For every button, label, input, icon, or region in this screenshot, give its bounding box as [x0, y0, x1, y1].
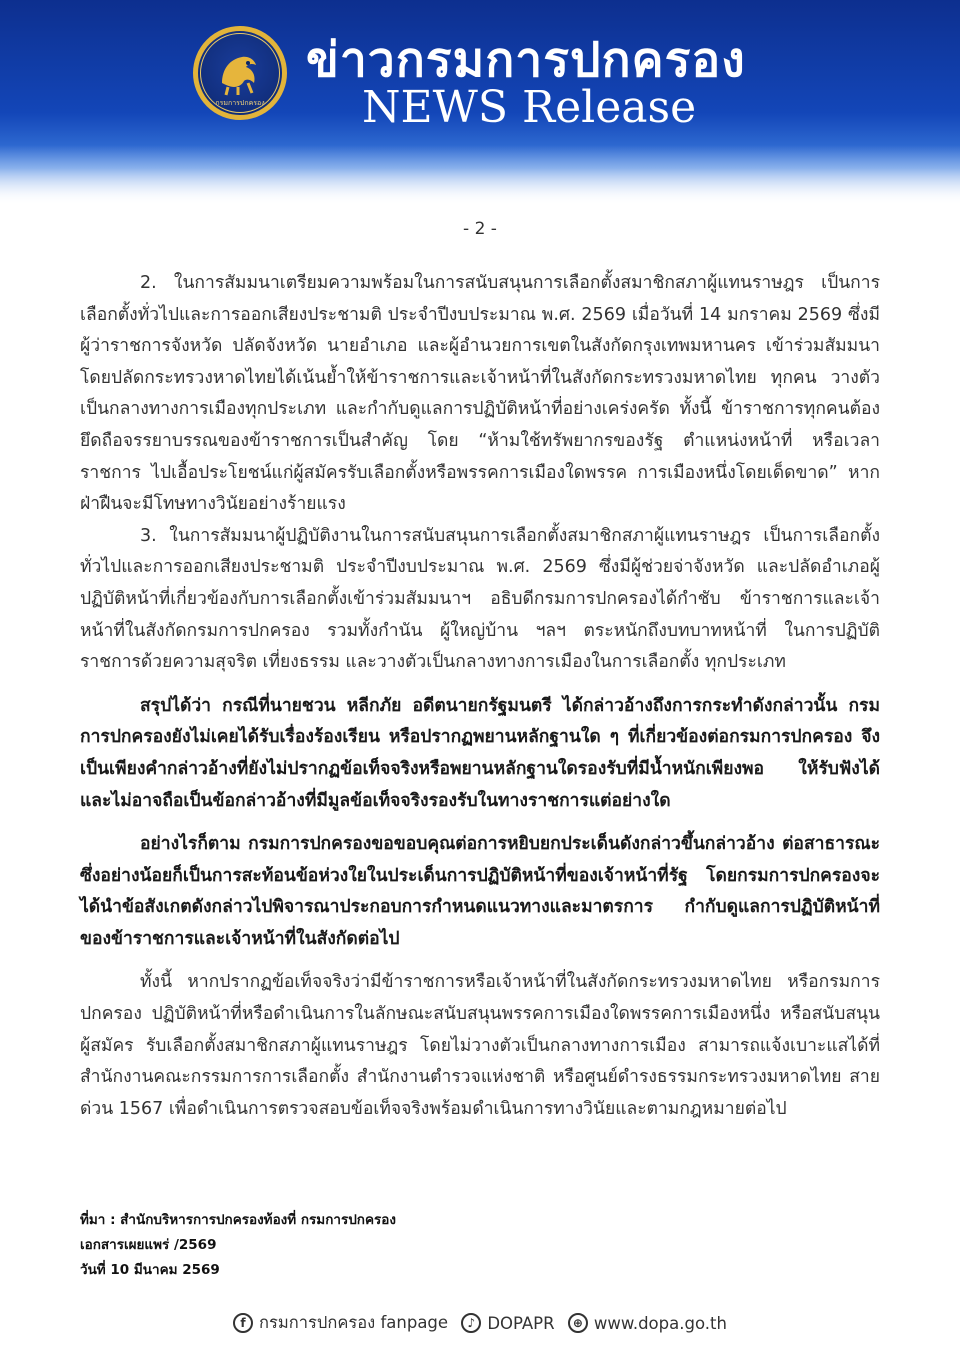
- seal-text: กรมการปกครอง: [215, 99, 265, 107]
- social-links-bar: [0, 1310, 960, 1340]
- globe-icon: ⊕: [568, 1313, 588, 1333]
- facebook-link[interactable]: [233, 1310, 448, 1336]
- page-number: - 2 -: [463, 219, 497, 239]
- news-title-english: NEWS Release: [362, 82, 697, 133]
- header-banner: [0, 0, 960, 205]
- tiktok-link[interactable]: [461, 1313, 554, 1333]
- lion-emblem-icon: [208, 39, 272, 103]
- tiktok-label: DOPAPR: [487, 1313, 555, 1333]
- document-body: [80, 268, 880, 1125]
- website-link[interactable]: [568, 1313, 727, 1333]
- tiktok-icon: ♪: [461, 1313, 481, 1333]
- facebook-label: กรมการปกครอง fanpage: [259, 1313, 449, 1332]
- paragraph-item-2: 2. ในการสัมมนาเตรียมความพร้อมในการสนับสนุนการเลือกตั้งสมาชิกสภาผู้แทนราษฎร เป็นการเลือกตั้งทั่วไปและการออกเสียงประชามติ ประจำปีงบประมาณ พ.ศ. 2569 เมื่อวันที่ 14 มกราคม 2569 ซึ่งมีผู้ว่าราชการจังหวัด ปลัดจังหวัด นายอำเภอ และผู้อำนวยการเขตในสังกัดกรุงเทพมหานคร เข้าร่วมสัมมนาโดยปลัดกระทรวงหาดไทยได้เน้นย้ำให้ข้าราชการและเจ้าหน้าที่ในสังกัดกระทรวงมหาดไทย ทุกคน วางตัวเป็นกลางทางการเมืองทุกประเภท และกำกับดูแลการปฏิบัติหน้าที่อย่างเคร่งครัด ทั้งนี้ ข้าราชการทุกคนต้องยึดถือจรรยาบรรณของข้าราชการเป็นสำคัญ โดย “ห้ามใช้ทรัพยากรของรัฐ ตำแหน่งหน้าที่ หรือเวลาราชการ ไปเอื้อประโยชน์แก่ผู้สมัครรับเลือกตั้งหรือพรรคการเมืองใดพรรค การเมืองหนึ่งโดยเด็ดขาด” หากฝ่าฝืนจะมีโทษทางวินัยอย่างร้ายแรง: [80, 273, 880, 515]
- paragraph-item-3: 3. ในการสัมมนาผู้ปฏิบัติงานในการสนับสนุนการเลือกตั้งสมาชิกสภาผู้แทนราษฎร เป็นการเลือกตั้ง ทั่วไปและการออกเสียงประชามติ ประจำปีงบประมาณ พ.ศ. 2569 ซึ่งมีผู้ช่วยจ่าจังหวัด และปลัดอำเภอผู้ปฏิบัติหน้าที่เกี่ยวข้องกับการเลือกตั้งเข้าร่วมสัมมนาฯ อธิบดีกรมการปกครองได้กำชับ ข้าราชการและเจ้าหน้าที่ในสังกัดกรมการปกครอง รวมทั้งกำนัน ผู้ใหญ่บ้าน ฯลฯ ตระหนักถึงบทบาทหน้าที่ ในการปฏิบัติราชการด้วยความสุจริต เที่ยงธรรม และวางตัวเป็นกลางทางการเมืองในการเลือกตั้ง ทุกประเภท: [80, 525, 880, 673]
- department-seal: [193, 26, 287, 120]
- document-date: วันที่ 10 มีนาคม 2569: [80, 1262, 220, 1278]
- document-footer: [80, 1208, 396, 1283]
- source-line: ที่มา : สำนักบริหารการปกครองท้องที่ กรมการปกครอง: [80, 1212, 396, 1228]
- document-number: เอกสารเผยแพร่ /2569: [80, 1237, 217, 1253]
- paragraph-report-channels: ทั้งนี้ หากปรากฏข้อเท็จจริงว่ามีข้าราชการหรือเจ้าหน้าที่ในสังกัดกระทรวงมหาดไทย หรือกรมการปกครอง ปฏิบัติหน้าที่หรือดำเนินการในลักษณะสนับสนุนพรรคการเมืองใดพรรคการเมืองหนึ่ง หรือสนับสนุนผู้สมัคร รับเลือกตั้งสมาชิกสภาผู้แทนราษฎร โดยไม่วางตัวเป็นกลางทางการเมือง สามารถแจ้งเบาะแสได้ที่ สำนักงานคณะกรรมการการเลือกตั้ง สำนักงานตำรวจแห่งชาติ หรือศูนย์ดำรงธรรมกระทรวงมหาดไทย สายด่วน 1567 เพื่อดำเนินการตรวจสอบข้อเท็จจริงพร้อมดำเนินการทางวินัยและตามกฎหมายต่อไป: [80, 972, 880, 1119]
- facebook-icon: f: [233, 1313, 253, 1333]
- paragraph-however: อย่างไรก็ตาม กรมการปกครองขอขอบคุณต่อการหยิบยกประเด็นดังกล่าวขึ้นกล่าวอ้าง ต่อสาธารณะ ซึ่งอย่างน้อยก็เป็นการสะท้อนข้อห่วงใยในประเด็นการปฏิบัติหน้าที่ของเจ้าหน้าที่รัฐ โดยกรมการปกครองจะได้นำข้อสังเกตดังกล่าวไปพิจารณาประกอบการกำหนดแนวทางและมาตรการ กำกับดูแลการปฏิบัติหน้าที่ของข้าราชการและเจ้าหน้าที่ในสังกัดต่อไป: [80, 834, 880, 949]
- paragraph-summary: สรุปได้ว่า กรณีที่นายชวน หลีกภัย อดีตนายกรัฐมนตรี ได้กล่าวอ้างถึงการกระทำดังกล่าวนั้น กรมการปกครองยังไม่เคยได้รับเรื่องร้องเรียน หรือปรากฏพยานหลักฐานใด ๆ ที่เกี่ยวข้องต่อกรมการปกครอง จึงเป็นเพียงคำกล่าวอ้างที่ยังไม่ปรากฏข้อเท็จจริงหรือพยานหลักฐานใดรองรับที่มีน้ำหนักเพียงพอ ให้รับฟังได้ และไม่อาจถือเป็นข้อกล่าวอ้างที่มีมูลข้อเท็จจริงรองรับในทางราชการแต่อย่างใด: [80, 695, 880, 811]
- news-title-thai: ข่าวกรมการปกครอง: [306, 32, 746, 88]
- website-label: www.dopa.go.th: [593, 1313, 727, 1333]
